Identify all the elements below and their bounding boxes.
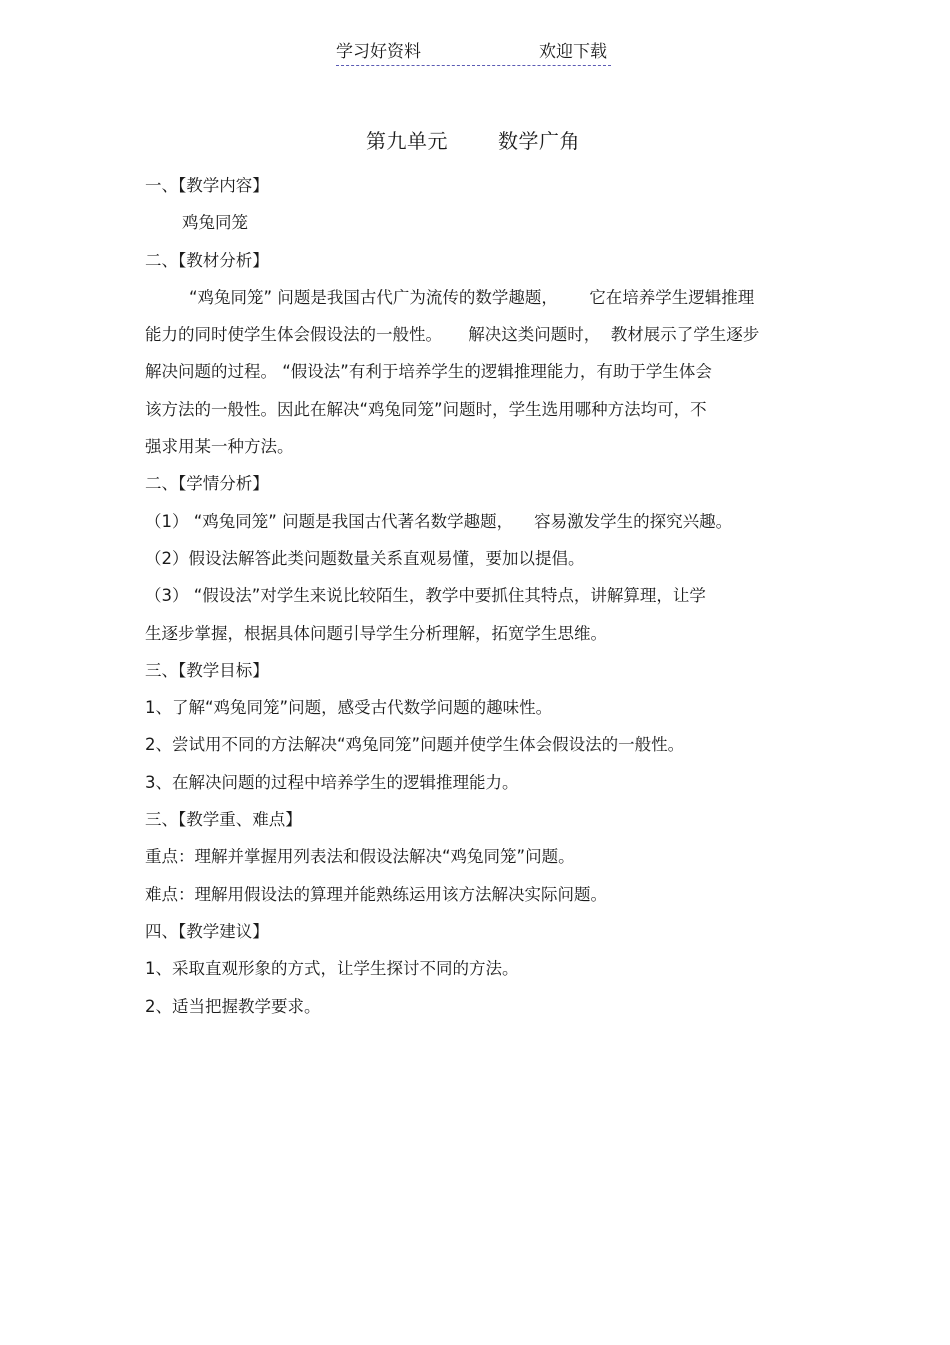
section-heading-goals: 三、【教学目标】 — [145, 660, 269, 680]
section-heading-content: 一、【教学内容】 — [145, 176, 269, 195]
goal-line: 3、在解决问题的过程中培养学生的逻辑推理能力。 — [145, 772, 519, 792]
section-heading-material: 二、【教材分析】 — [145, 250, 269, 270]
material-line: “鸡兔同笼” 问题是我国古代广为流传的数学趣题， 它在培养学生逻辑推理 — [189, 287, 755, 307]
header-right-text: 欢迎下载 — [539, 42, 607, 62]
key-point-line: 重点：理解并掌握用列表法和假设法解决“鸡兔同笼”问题。 — [145, 847, 575, 867]
material-line: 强求用某一种方法。 — [145, 437, 294, 457]
title-topic: 数学广角 — [498, 129, 580, 153]
material-line: 能力的同时使学生体会假设法的一般性。 解决这类问题时， 教材展示了学生逐步 — [145, 325, 760, 345]
goal-line: 2、尝试用不同的方法解决“鸡兔同笼”问题并使学生体会假设法的一般性。 — [145, 735, 685, 755]
learner-line: （2）假设法解答此类问题数量关系直观易懂，要加以提倡。 — [145, 548, 585, 568]
advice-line: 2、适当把握教学要求。 — [145, 996, 321, 1016]
document-title — [0, 128, 950, 154]
learner-line: （3） “假设法”对学生来说比较陌生，教学中要抓住其特点，讲解算理，让学 — [145, 586, 706, 606]
goal-line: 1、了解“鸡兔同笼”问题，感受古代数学问题的趣味性。 — [145, 698, 553, 718]
advice-line: 1、采取直观形象的方式，让学生探讨不同的方法。 — [145, 959, 519, 979]
key-point-line: 难点：理解用假设法的算理并能熟练运用该方法解决实际问题。 — [145, 884, 607, 904]
learner-line: （1） “鸡兔同笼” 问题是我国古代著名数学趣题， 容易激发学生的探究兴趣。 — [145, 511, 733, 531]
learner-line: 生逐步掌握，根据具体问题引导学生分析理解，拓宽学生思维。 — [145, 623, 607, 643]
header-left-text: 学习好资料 — [336, 42, 421, 62]
section-heading-advice: 四、【教学建议】 — [145, 921, 269, 941]
document-body — [145, 172, 805, 1030]
material-line: 该方法的一般性。因此在解决“鸡兔同笼”问题时，学生选用哪种方法均可，不 — [145, 399, 707, 419]
section-heading-key-points: 三、【教学重、难点】 — [145, 810, 302, 830]
section-heading-learner: 二、【学情分析】 — [145, 474, 269, 494]
content-body: 鸡兔同笼 — [182, 213, 248, 233]
material-line: 解决问题的过程。 “假设法”有利于培养学生的逻辑推理能力，有助于学生体会 — [145, 362, 712, 382]
page-header — [336, 41, 611, 66]
title-unit: 第九单元 — [366, 129, 448, 153]
